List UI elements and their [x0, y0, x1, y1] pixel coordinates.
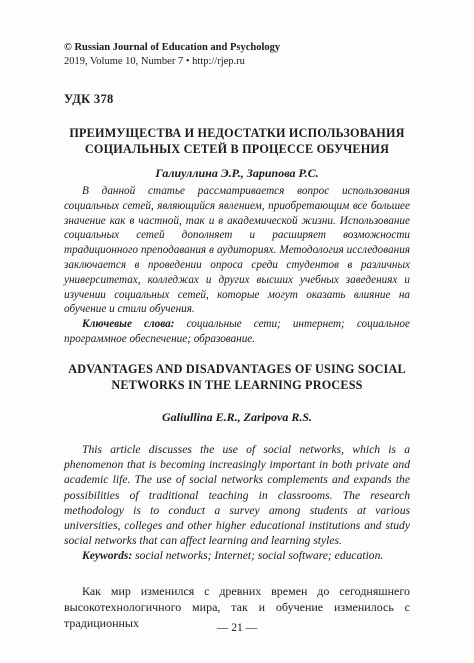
- keywords-russian: [64, 317, 410, 347]
- abstract-russian-text: В данной статье рассматривается вопрос использования социальных сетей, являющийся явлением, приобретающим все большее значение как в частной, так и в академической жизни. Использование социальных сетей дополняет и расширяет возможности традиционного преподавания в аудиториях. Методология исследования заключается в проведении опроса среди студентов в различных университетах, колледжах и других высших учебных заведениях и изучении социальных сетей, которые могут оказать влияние на обучение и стили обучения.: [64, 185, 410, 316]
- keywords-english-label: Keywords:: [82, 549, 133, 563]
- keywords-english-list: social networks; Internet; social software; education.: [132, 549, 384, 563]
- title-russian: [40, 125, 434, 157]
- keywords-russian-label: Ключевые слова:: [82, 318, 175, 331]
- title-russian-line1: ПРЕИМУЩЕСТВА И НЕДОСТАТКИ ИСПОЛЬЗОВАНИЯ: [69, 126, 405, 140]
- udk-code: УДК 378: [64, 92, 114, 106]
- journal-header: [64, 41, 280, 69]
- title-english: [40, 361, 434, 393]
- journal-issue: 2019, Volume 10, Number 7 • http://rjep.ru: [64, 56, 245, 67]
- authors-english: Galiullina E.R., Zaripova R.S.: [161, 410, 313, 424]
- authors-russian: Галиуллина Э.Р., Зарипова Р.С.: [155, 166, 319, 180]
- keywords-russian-list: социальные сети; интернет; социальное программное обеспечение; образование.: [64, 318, 410, 345]
- abstract-english-text: This article discusses the use of social networks, which is a phenomenon that is becoming increasingly important in both private and academic life. The use of social networks complements and expands the possibilities of traditional teaching in classrooms. The research methodology is to conduct a survey among students at various universities, colleges and other higher educational institutions and study social networks that can affect learning and learning styles.: [64, 443, 410, 548]
- abstract-russian: [64, 184, 410, 347]
- body-paragraph: Как мир изменился с древних времен до сегодняшнего высокотехнологичного мира, так и обучение изменилось с традиционных: [64, 584, 410, 630]
- title-english-line2: NETWORKS IN THE LEARNING PROCESS: [111, 378, 363, 392]
- abstract-english: [64, 442, 410, 564]
- keywords-english: [64, 548, 410, 563]
- title-english-line1: ADVANTAGES AND DISADVANTAGES OF USING SOCIAL: [68, 362, 406, 376]
- page-number: — 21 —: [216, 622, 258, 634]
- title-russian-line2: СОЦИАЛЬНЫХ СЕТЕЙ В ПРОЦЕССЕ ОБУЧЕНИЯ: [84, 142, 390, 156]
- journal-name: © Russian Journal of Education and Psychology: [64, 42, 281, 53]
